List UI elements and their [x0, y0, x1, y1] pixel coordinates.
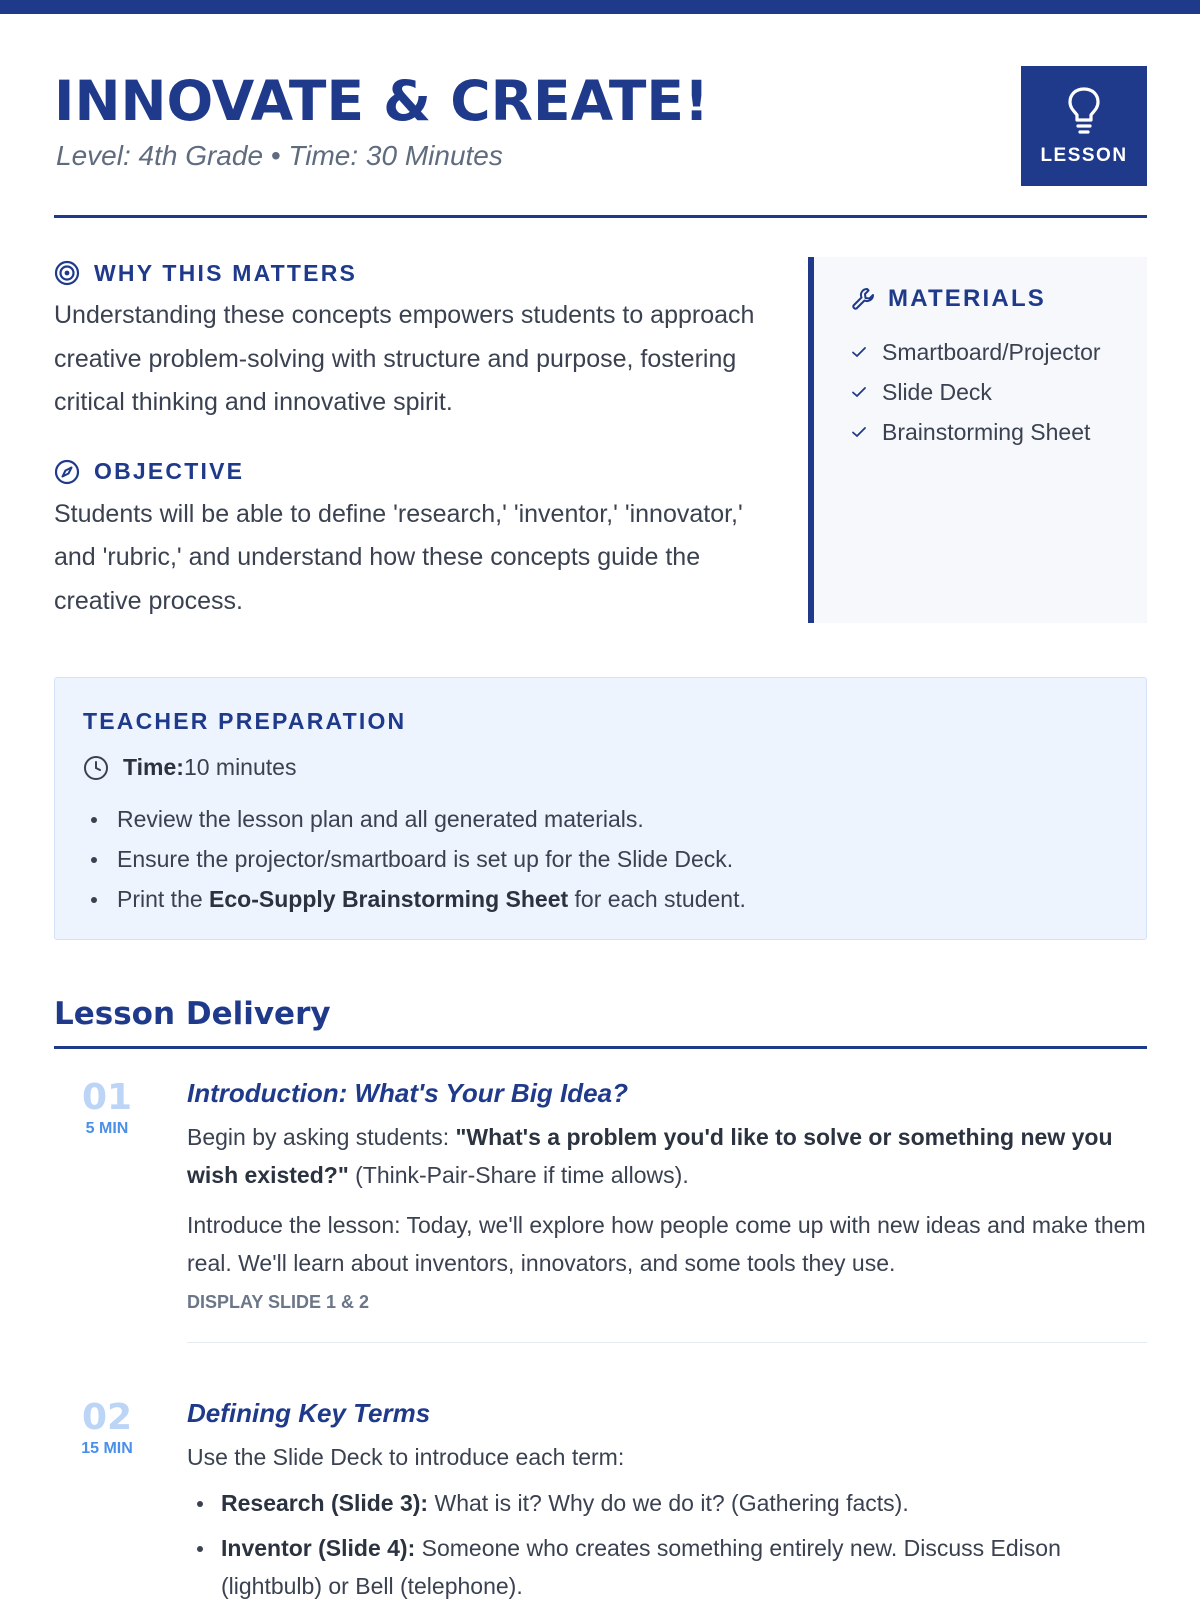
step-question: "What's a problem you'd like to solve or something new you wish existed?": [187, 1124, 1113, 1188]
lesson-delivery-heading: [54, 996, 1147, 1049]
page-title: INNOVATE & CREATE!: [54, 69, 710, 133]
target-icon: [54, 260, 80, 286]
step-paragraph: Use the Slide Deck to introduce each term:: [187, 1444, 625, 1470]
step-paragraph: Introduce the lesson: Today, we'll explore how people come up with new ideas and make them real. We'll learn about inventors, innovators, and some tools they use.: [187, 1212, 1146, 1276]
term-item: Inventor (Slide 4): Someone who creates something entirely new. Discuss Edison (lightbulb) or Bell (telephone).: [221, 1529, 1147, 1600]
step-number-value: 01: [81, 1077, 133, 1118]
step-content: [187, 1398, 1147, 1600]
term-list: [221, 1484, 1147, 1600]
badge-label: LESSON: [1040, 145, 1128, 166]
prep-item: Ensure the projector/smartboard is set up for the Slide Deck.: [117, 839, 746, 879]
term-item: Research (Slide 3): What is it? Why do we do it? (Gathering facts).: [221, 1484, 1147, 1522]
step-duration: 5 MIN: [85, 1120, 129, 1137]
materials-panel: [808, 257, 1147, 623]
step-number-value: 02: [81, 1397, 133, 1438]
term-name: Inventor (Slide 4):: [221, 1535, 416, 1561]
step-divider: [187, 1342, 1147, 1343]
material-item: [850, 412, 1101, 452]
check-icon: [850, 383, 868, 401]
why-body: Understanding these concepts empowers students to approach creative problem-solving with structure and purpose, fostering critical thinking and innovative spirit.: [54, 301, 755, 416]
lesson-delivery-title: Lesson Delivery: [54, 996, 331, 1032]
step-number: [54, 1078, 160, 1138]
prep-item: Review the lesson plan and all generated materials.: [117, 799, 746, 839]
materials-heading-label: MATERIALS: [888, 285, 1047, 312]
step-number: [54, 1398, 160, 1458]
check-icon: [850, 343, 868, 361]
lightbulb-icon: [1066, 86, 1102, 138]
check-icon: [850, 423, 868, 441]
step-duration: 15 MIN: [81, 1440, 133, 1457]
material-label: Slide Deck: [882, 378, 992, 405]
lesson-subtitle: Level: 4th Grade • Time: 30 Minutes: [56, 140, 503, 171]
lesson-badge: [1021, 66, 1147, 186]
prep-time: [83, 754, 296, 781]
prep-list: [117, 799, 746, 919]
prep-item: Print the Eco-Supply Brainstorming Sheet for each student.: [117, 879, 746, 919]
top-accent-bar: [0, 0, 1200, 14]
compass-icon: [54, 459, 80, 485]
why-heading: [54, 258, 774, 288]
objective-heading-label: OBJECTIVE: [94, 458, 245, 484]
term-name: Research (Slide 3):: [221, 1490, 429, 1516]
material-label: Smartboard/Projector: [882, 338, 1101, 365]
material-item: [850, 372, 1101, 412]
material-label: Brainstorming Sheet: [882, 418, 1091, 445]
step-content: [187, 1078, 1147, 1343]
materials-list: [850, 332, 1101, 452]
material-item: [850, 332, 1101, 372]
prep-time-value: 10 minutes: [183, 754, 297, 780]
clock-icon: [83, 755, 109, 781]
why-heading-label: WHY THIS MATTERS: [94, 259, 358, 286]
teacher-preparation-box: [54, 677, 1147, 940]
step-title: Defining Key Terms: [187, 1398, 431, 1428]
slide-note: DISPLAY SLIDE 1 & 2: [187, 1292, 370, 1312]
worksheet-name: Eco-Supply Brainstorming Sheet: [209, 886, 569, 912]
prep-heading: TEACHER PREPARATION: [83, 708, 407, 734]
materials-heading: [850, 285, 1046, 313]
objective-heading: [54, 457, 774, 487]
prep-time-label: Time:: [123, 754, 184, 780]
objective-body: Students will be able to define 'research,' 'inventor,' 'innovator,' and 'rubric,' and understand how these concepts guide the creative process.: [54, 499, 743, 615]
step-paragraph: Begin by asking students: "What's a problem you'd like to solve or something new you wish existed?" (Think-Pair-Share if time allows).: [187, 1124, 1113, 1188]
step-title: Introduction: What's Your Big Idea?: [187, 1078, 628, 1108]
wrench-icon: [850, 286, 876, 312]
lesson-header: [54, 66, 1147, 218]
overview-section: [54, 258, 774, 623]
